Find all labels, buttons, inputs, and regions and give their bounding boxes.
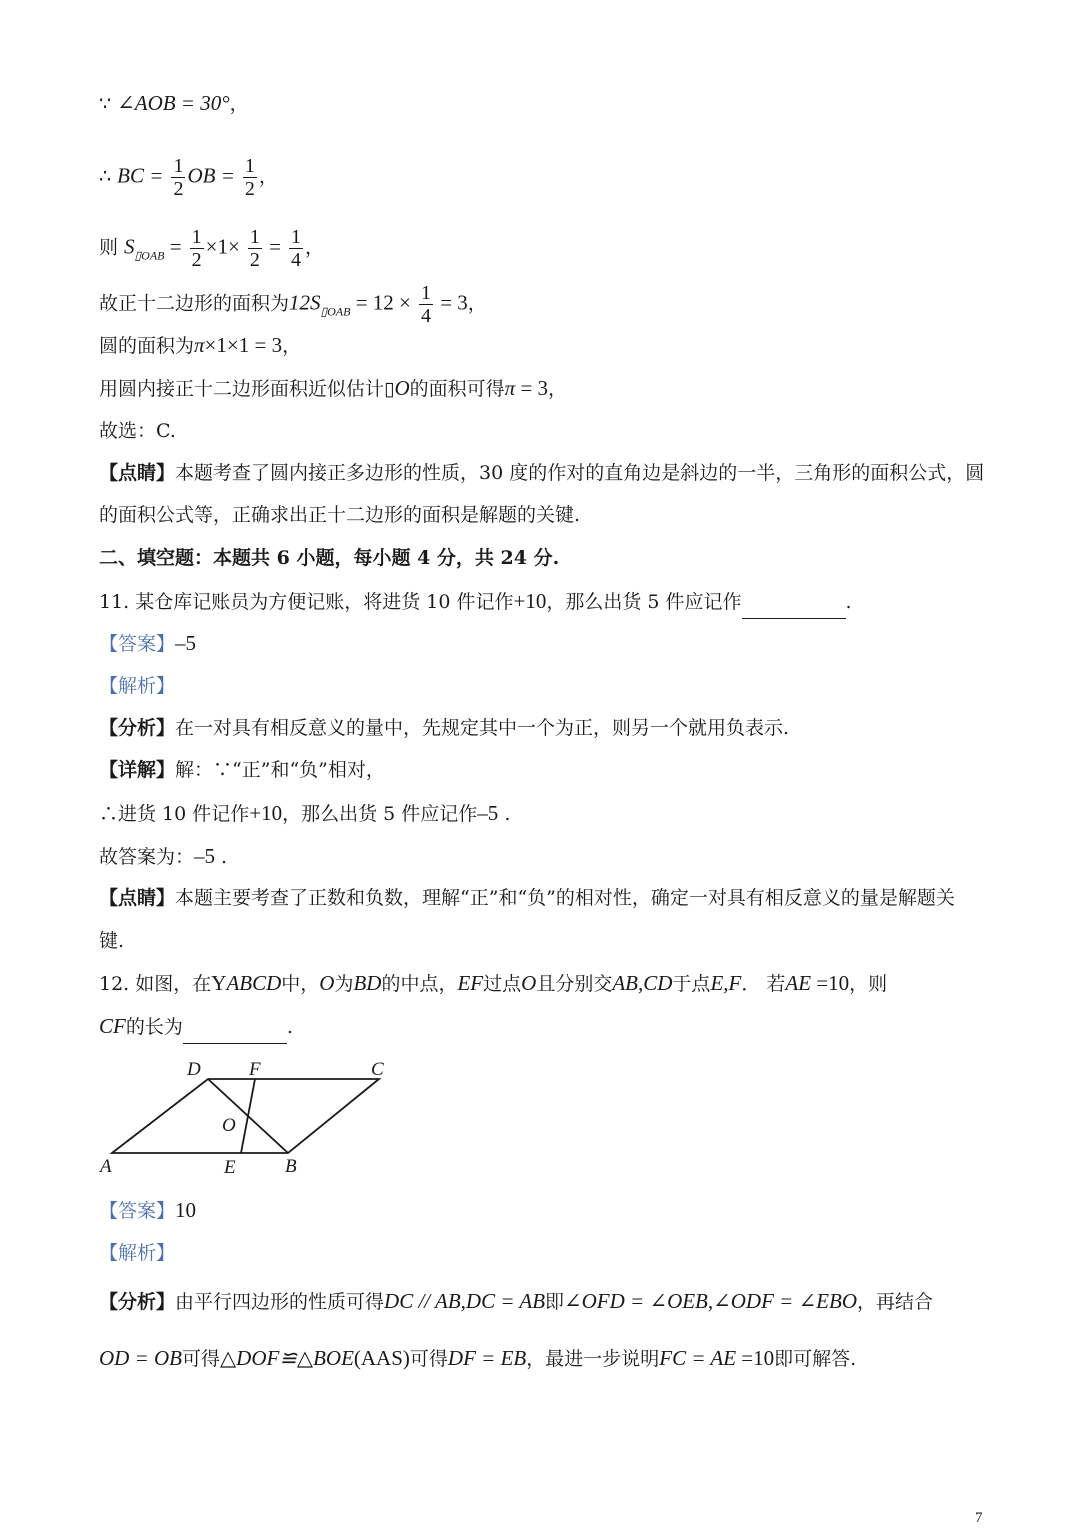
solution-11-b: 故答案为：–5 . — [99, 844, 228, 868]
fraction: $\frac{1}{4}$ — [420, 282, 431, 327]
label-a: A — [100, 1156, 112, 1177]
question-12-b: CF的长为 . — [99, 1013, 293, 1044]
label-f: F — [249, 1059, 261, 1080]
analysis-11-heading: 【解析】 — [99, 675, 176, 697]
analysis-11: 【分析】在一对具有相反意义的量中，先规定其中一个为正，则另一个就用负表示. — [99, 717, 790, 739]
comment-11-b: 键. — [99, 930, 125, 952]
answer-11: 【答案】–5 — [99, 631, 197, 655]
detail-11: 【详解】解：∵“正”和“负”相对， — [99, 759, 385, 781]
answer-blank[interactable] — [742, 592, 846, 619]
solution-11-a: ∴进货 10 件记作+10，那么出货 5 件应记作–5 . — [99, 801, 511, 825]
fraction: $\frac{1}{2}$ — [249, 226, 260, 271]
fraction: $\frac{1}{4}$ — [291, 226, 301, 271]
label-c: C — [371, 1059, 384, 1080]
analysis-12-heading: 【解析】 — [99, 1242, 176, 1264]
fraction: $\frac{1}{2}$ — [244, 155, 255, 200]
line-2: ∴ BC = $\frac{1}{2}$ OB = $\frac{1}{2}$ ， — [99, 155, 278, 200]
line-1: ∵ ∠AOB = 30°， — [99, 91, 249, 115]
page-number: 7 — [975, 1510, 983, 1526]
parallelogram-figure — [95, 1055, 395, 1180]
fraction: $\frac{1}{2}$ — [173, 155, 184, 200]
line-3: 则 $S_{▯OAB}$ = $\frac{1}{2}$ ×1× $\frac{1}{2}$ = $\frac{1}{4}$ ， — [99, 226, 325, 271]
line-7: 故选：C. — [99, 420, 176, 442]
label-e: E — [224, 1157, 236, 1178]
line-4: 故正十二边形的面积为$12S_{▯OAB} = 12$ × $\frac{1}{4}$ = 3， — [99, 282, 487, 327]
answer-blank[interactable] — [183, 1017, 287, 1044]
parallelogram-abcd — [112, 1079, 379, 1153]
answer-12: 【答案】10 — [99, 1198, 197, 1222]
comment-11: 【点睛】本题主要考查了正数和负数，理解“正”和“负”的相对性，确定一对具有相反意义的量是解题关 — [99, 887, 955, 909]
segment-ef — [241, 1079, 255, 1153]
label-d: D — [187, 1059, 201, 1080]
line-6: 用圆内接正十二边形面积近似估计▯O的面积可得π = 3， — [99, 376, 568, 400]
analysis-12-b: OD = OB可得△DOF≌△BOE(AAS)可得DF = EB，最进一步说明FC = AE =10即可解答. — [99, 1346, 857, 1370]
label-o: O — [222, 1115, 236, 1136]
question-12: 12. 如图，在YABCD中，O为BD的中点，EF过点O且分别交AB,CD于点E,F． 若AE =10，则 — [99, 971, 888, 995]
line-5: 圆的面积为π×1×1 = 3， — [99, 333, 302, 357]
fraction: $\frac{1}{2}$ — [191, 226, 202, 271]
section-heading: 二、填空题：本题共 6 小题，每小题 4 分，共 24 分. — [99, 547, 560, 569]
analysis-12: 【分析】由平行四边形的性质可得DC // AB,DC = AB即∠OFD = ∠OEB,∠ODF = ∠EBO，再结合 — [99, 1289, 933, 1313]
question-11: 11. 某仓库记账员为方便记账，将进货 10 件记作+10，那么出货 5 件应记作 . — [99, 588, 852, 619]
line-8: 【点睛】本题考查了圆内接正多边形的性质，30 度的作对的直角边是斜边的一半，三角形的面积公式，圆 — [99, 462, 985, 484]
line-9: 的面积公式等，正确求出正十二边形的面积是解题的关键. — [99, 504, 581, 526]
label-b: B — [285, 1156, 297, 1177]
